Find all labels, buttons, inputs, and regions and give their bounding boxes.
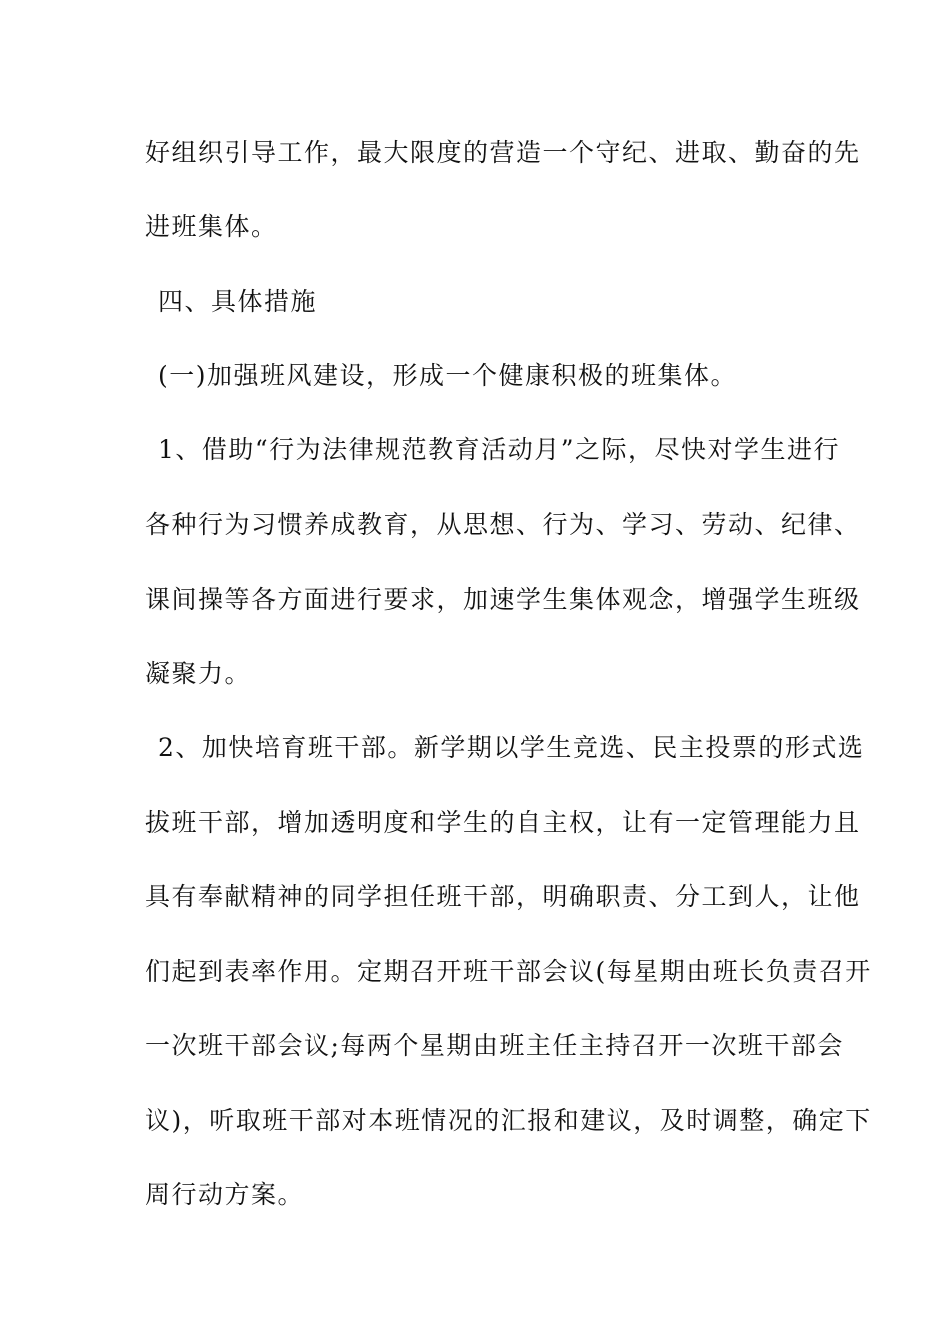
text-line: 好组织引导工作，最大限度的营造一个守纪、进取、勤奋的先: [145, 138, 861, 167]
text-line: 课间操等各方面进行要求，加速学生集体观念，增强学生班级: [145, 585, 861, 614]
text-line: 2、加快培育班干部。新学期以学生竞选、民主投票的形式选: [158, 733, 865, 762]
text-line: 周行动方案。: [145, 1180, 305, 1209]
text-line: 进班集体。: [145, 212, 278, 241]
section-heading: 四、具体措施: [158, 287, 318, 316]
text-line: 凝聚力。: [145, 659, 252, 688]
text-line: 议)，听取班干部对本班情况的汇报和建议，及时调整，确定下: [145, 1106, 872, 1135]
text-line: 各种行为习惯养成教育，从思想、行为、学习、劳动、纪律、: [145, 510, 861, 539]
text-line: 1、借助“行为法律规范教育活动月”之际，尽快对学生进行: [158, 435, 840, 464]
text-line: 们起到表率作用。定期召开班干部会议(每星期由班长负责召开: [145, 957, 872, 986]
text-line: 拔班干部，增加透明度和学生的自主权，让有一定管理能力且: [145, 808, 861, 837]
text-line: 一次班干部会议;每两个星期由班主任主持召开一次班干部会: [145, 1031, 844, 1060]
text-line: 具有奉献精神的同学担任班干部，明确职责、分工到人，让他: [145, 882, 861, 911]
subsection-heading: (一)加强班风建设，形成一个健康积极的班集体。: [158, 361, 738, 390]
